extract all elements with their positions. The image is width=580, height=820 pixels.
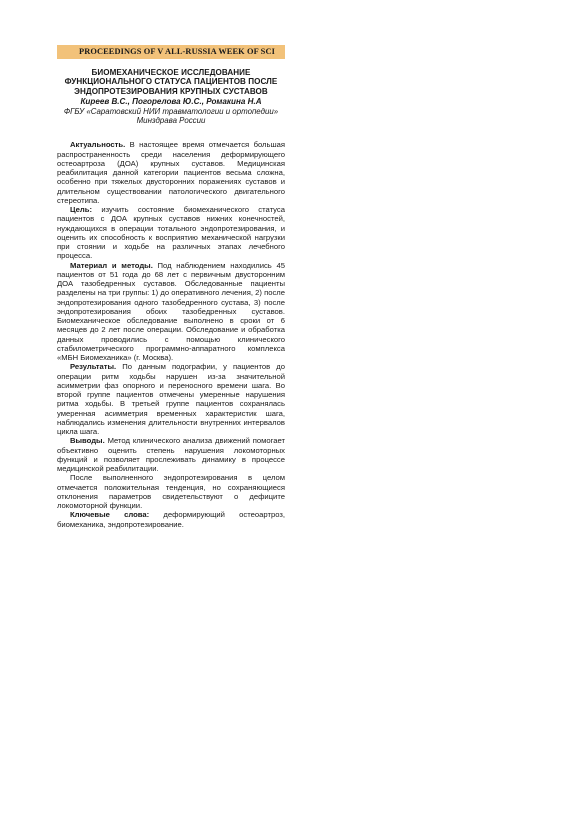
section-label: Выводы.	[70, 436, 105, 446]
section-text: Под наблюдением находились 45 пациентов от 51 года до 68 лет с первичным двусторонним ДОА тазобедренных суставов. Обследованные пациенты разделены на три группы: 1) до оперативного лечения, 2) после эндопротезирования одного тазобедренного сустава, 3) после эндопротезирования обоих тазобедренных суставов. Биомеханическое обследование выполнено в сроки от 6 месяцев до 2 лет после операции. Обследование и обработка данных проводились с помощью клинического стабилометрического программно-аппаратного комплекса «МБН Биомеханика» (г. Москва).	[57, 260, 286, 363]
section-text: По данным подографии, у пациентов до операции ритм ходьбы нарушен из-за значительной асимметрии фаз опорного и переносного времени шага. Во второй группе пациентов отмечены умеренные нарушения ритма ходьбы. В третьей группе пациентов сохранялась умеренная асимметрия временных характеристик шага, наблюдались изменения длительности внутренних интервалов цикла шага.	[57, 362, 285, 437]
article-affiliation: ФГБУ «Саратовский НИИ травматологии и ортопедии» Минздрава России	[63, 106, 279, 126]
section-methods	[57, 261, 285, 363]
article-title: БИОМЕХАНИЧЕСКОЕ ИССЛЕДОВАНИЕ ФУНКЦИОНАЛЬНОГО СТАТУСА ПАЦИЕНТОВ ПОСЛЕ ЭНДОПРОТЕЗИРОВАНИЯ КРУПНЫХ СУСТАВОВ	[64, 68, 278, 96]
section-text: После выполненного эндопротезирования в целом отмечается положительная тенденция, но сохраняющиеся отклонения параметров свидетельствуют о дефиците локомоторной функции.	[57, 473, 285, 511]
running-header-text: PROCEEDINGS OF V ALL-RUSSIA WEEK OF SCI	[79, 47, 275, 56]
section-text: В настоящее время отмечается большая распространенность среди населения деформирующего остеоартроза (ДОА) крупных суставов. Медицинская реабилитация данной категории пациентов весьма сложна, особенно при тяжелых двусторонних поражениях суставов и длительном существовании патологического двигательного стереотипа.	[57, 140, 285, 205]
section-label: Актуальность.	[70, 140, 126, 150]
article-authors: Киреев В.С., Погорелова Ю.С., Ромакина Н.А	[80, 96, 262, 106]
section-text: Метод клинического анализа движений помогает объективно оценить степень нарушения локомоторных функций и позволяет прослеживать динамику в процессе медицинской реабилитации.	[57, 436, 285, 474]
section-label: Цель:	[70, 205, 93, 215]
section-keywords	[57, 510, 285, 529]
section-text: изучить состояние биомеханического статуса пациентов с ДОА крупных суставов нижних конечностей, нуждающихся в операции тотального эндопротезирования, и оценить их способность к восприятию механической нагрузки при стоянии и ходьбе на различных этапах лечебного процесса.	[57, 205, 285, 261]
article-body	[57, 140, 285, 529]
section-label: Результаты.	[70, 362, 117, 372]
section-conclusions	[57, 436, 285, 473]
article	[57, 68, 285, 529]
section-aim	[57, 205, 285, 261]
section-label: Материал и методы.	[70, 260, 153, 270]
section-text: деформирующий остеоартроз, биомеханика, эндопротезирование.	[57, 510, 286, 529]
section-conclusions-cont	[57, 473, 285, 510]
section-label: Ключевые слова:	[70, 510, 150, 520]
section-results	[57, 362, 285, 436]
running-header	[57, 45, 285, 59]
section-relevance	[57, 140, 285, 205]
